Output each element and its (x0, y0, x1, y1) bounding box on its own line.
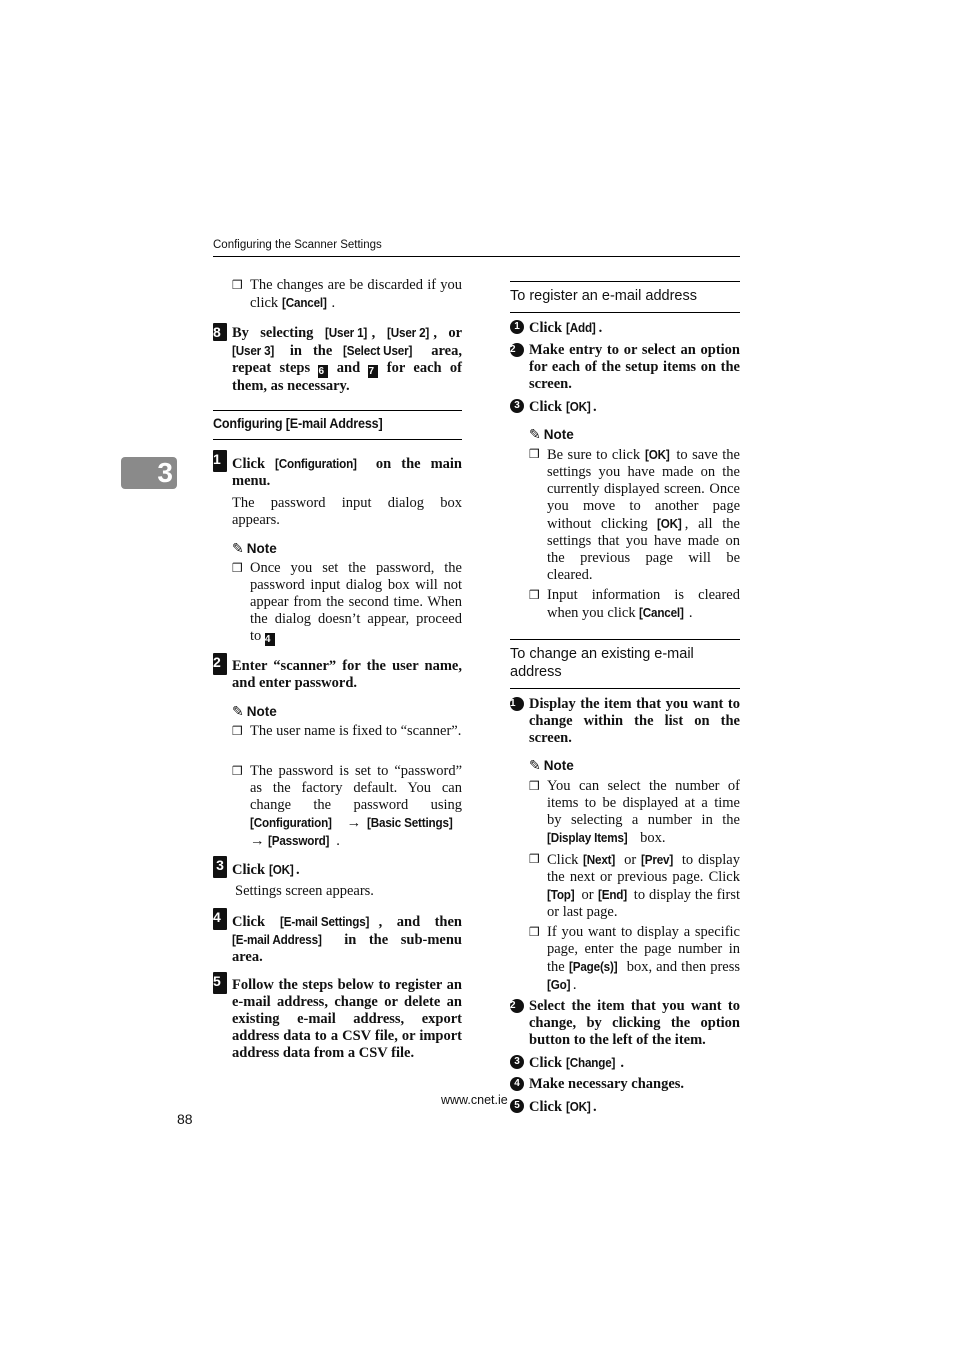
note-item: ❒ Input information is cleared when you click [Cancel] . (529, 587, 740, 621)
step-3-body: Settings screen appears. (235, 883, 374, 899)
circled-number: 3 (510, 399, 524, 413)
note-heading: ✎ Note (232, 541, 277, 557)
checkbox-icon: ❒ (529, 925, 540, 939)
substep: 2 Select the item that you want to change, by clicking the option button to the left of the item. (510, 998, 740, 1048)
step-number-badge: 2 (213, 653, 227, 675)
step-ref-badge: 6 (318, 365, 328, 378)
substep: 1 Click [Add] . (510, 319, 740, 337)
step-number-badge: 1 (213, 450, 227, 472)
step-3: 3 Click [OK] . (213, 861, 462, 879)
subsection-title: To change an existing e-mail address (510, 646, 694, 680)
checkbox-icon: ❒ (232, 724, 243, 738)
circled-number: 1 (510, 697, 524, 711)
note-item: ❒ Once you set the password, the password input dialog box will not appear from the second time. When the dialog doesn’t appear, proceed to 4 (232, 560, 462, 645)
section-title: Configuring [E-mail Address] (213, 415, 383, 431)
running-header: Configuring the Scanner Settings (213, 237, 740, 257)
pencil-icon: ✎ (529, 758, 541, 774)
circled-number: 2 (510, 343, 524, 357)
step-4: 4 Click [E-mail Settings] , and then [E-mail Address] in the sub-menu area. (213, 909, 462, 965)
step-ref-badge: 4 (265, 633, 275, 646)
checkbox-icon: ❒ (232, 278, 243, 292)
section-rule-bottom (213, 439, 462, 440)
step-number-badge: 3 (213, 856, 227, 878)
step-8: 8 By selecting [User 1] , [User 2] , or [User 3] in the [Select User] area, repeat steps 6 and 7 for each of them, as necessary. (213, 324, 463, 394)
checkbox-icon: ❒ (529, 588, 540, 602)
subsection-rule-top (510, 639, 740, 640)
checkbox-icon: ❒ (529, 852, 540, 866)
pencil-icon: ✎ (232, 541, 244, 557)
circled-number: 3 (510, 1055, 524, 1069)
subsection-rule-bottom (510, 312, 740, 313)
subsection-rule-bottom (510, 688, 740, 689)
substep: 1 Display the item that you want to change within the list on the screen. (510, 696, 740, 746)
note-item: ❒ If you want to display a specific page, enter the page number in the [Page(s)] box, and then press [Go] . (529, 924, 741, 993)
checkbox-icon: ❒ (232, 561, 243, 575)
note-heading: ✎ Note (232, 704, 277, 720)
note-item: ❒ Click [Next] or [Prev] to display the next or previous page. Click [Top] or [End] to display the first or last page. (529, 852, 740, 920)
footer-url: www.cnet.ie (441, 1093, 508, 1107)
step-number-badge: 8 (213, 323, 227, 341)
step-5: 5 Follow the steps below to register an e-mail address, change or delete an existing e-mail address, export address data to a CSV file, or import address data from a CSV file. (213, 973, 462, 1061)
note-item: ❒ The changes are be discarded if you click [Cancel] . (232, 277, 462, 311)
step-number-badge: 5 (213, 972, 227, 994)
chapter-tab: 3 (121, 457, 177, 489)
checkbox-icon: ❒ (529, 447, 540, 461)
circled-number: 2 (510, 999, 524, 1013)
pencil-icon: ✎ (232, 704, 244, 720)
subsection-title: To register an e-mail address (510, 288, 697, 304)
circled-number: 4 (510, 1077, 524, 1091)
note-item: ❒ The user name is fixed to “scanner”. (232, 723, 462, 739)
step-2: 2 Enter “scanner” for the user name, and enter password. (213, 654, 462, 691)
note-item: ❒ You can select the number of items to be displayed at a time by selecting a number in the [Display Items] box. (529, 778, 740, 846)
step-number-badge: 4 (213, 908, 227, 930)
substep: 3 Click [OK] . (510, 398, 740, 416)
circled-number: 1 (510, 320, 524, 334)
substep: 5 Click [OK] . (510, 1098, 740, 1116)
note-item: ❒ Be sure to click [OK] to save the settings you have made on the currently displayed screen. Once you move to another page without clicking [OK] , all the settings that you have made on the previous page will be cleared. (529, 447, 740, 583)
note-item: ❒ The password is set to “password” as the factory default. You can change the password using [Configuration] → [Basic Settings] → [Password] . (232, 763, 462, 849)
substep: 2 Make entry to or select an option for each of the setup items on the screen. (510, 342, 740, 392)
circled-number: 5 (510, 1099, 524, 1113)
pencil-icon: ✎ (529, 427, 541, 443)
subsection-rule-top (510, 281, 740, 282)
checkbox-icon: ❒ (529, 779, 540, 793)
note-heading: ✎ Note (529, 427, 574, 443)
step-1: 1 Click [Configuration] on the main menu. (213, 451, 462, 489)
step-ref-badge: 7 (368, 365, 378, 378)
step-1-body: The password input dialog box appears. (232, 495, 462, 528)
substep: 4 Make necessary changes. (510, 1076, 740, 1093)
checkbox-icon: ❒ (232, 764, 243, 778)
section-rule-top (213, 410, 462, 411)
page-number: 88 (177, 1111, 193, 1127)
note-heading: ✎ Note (529, 758, 574, 774)
substep: 3 Click [Change] . (510, 1054, 740, 1072)
